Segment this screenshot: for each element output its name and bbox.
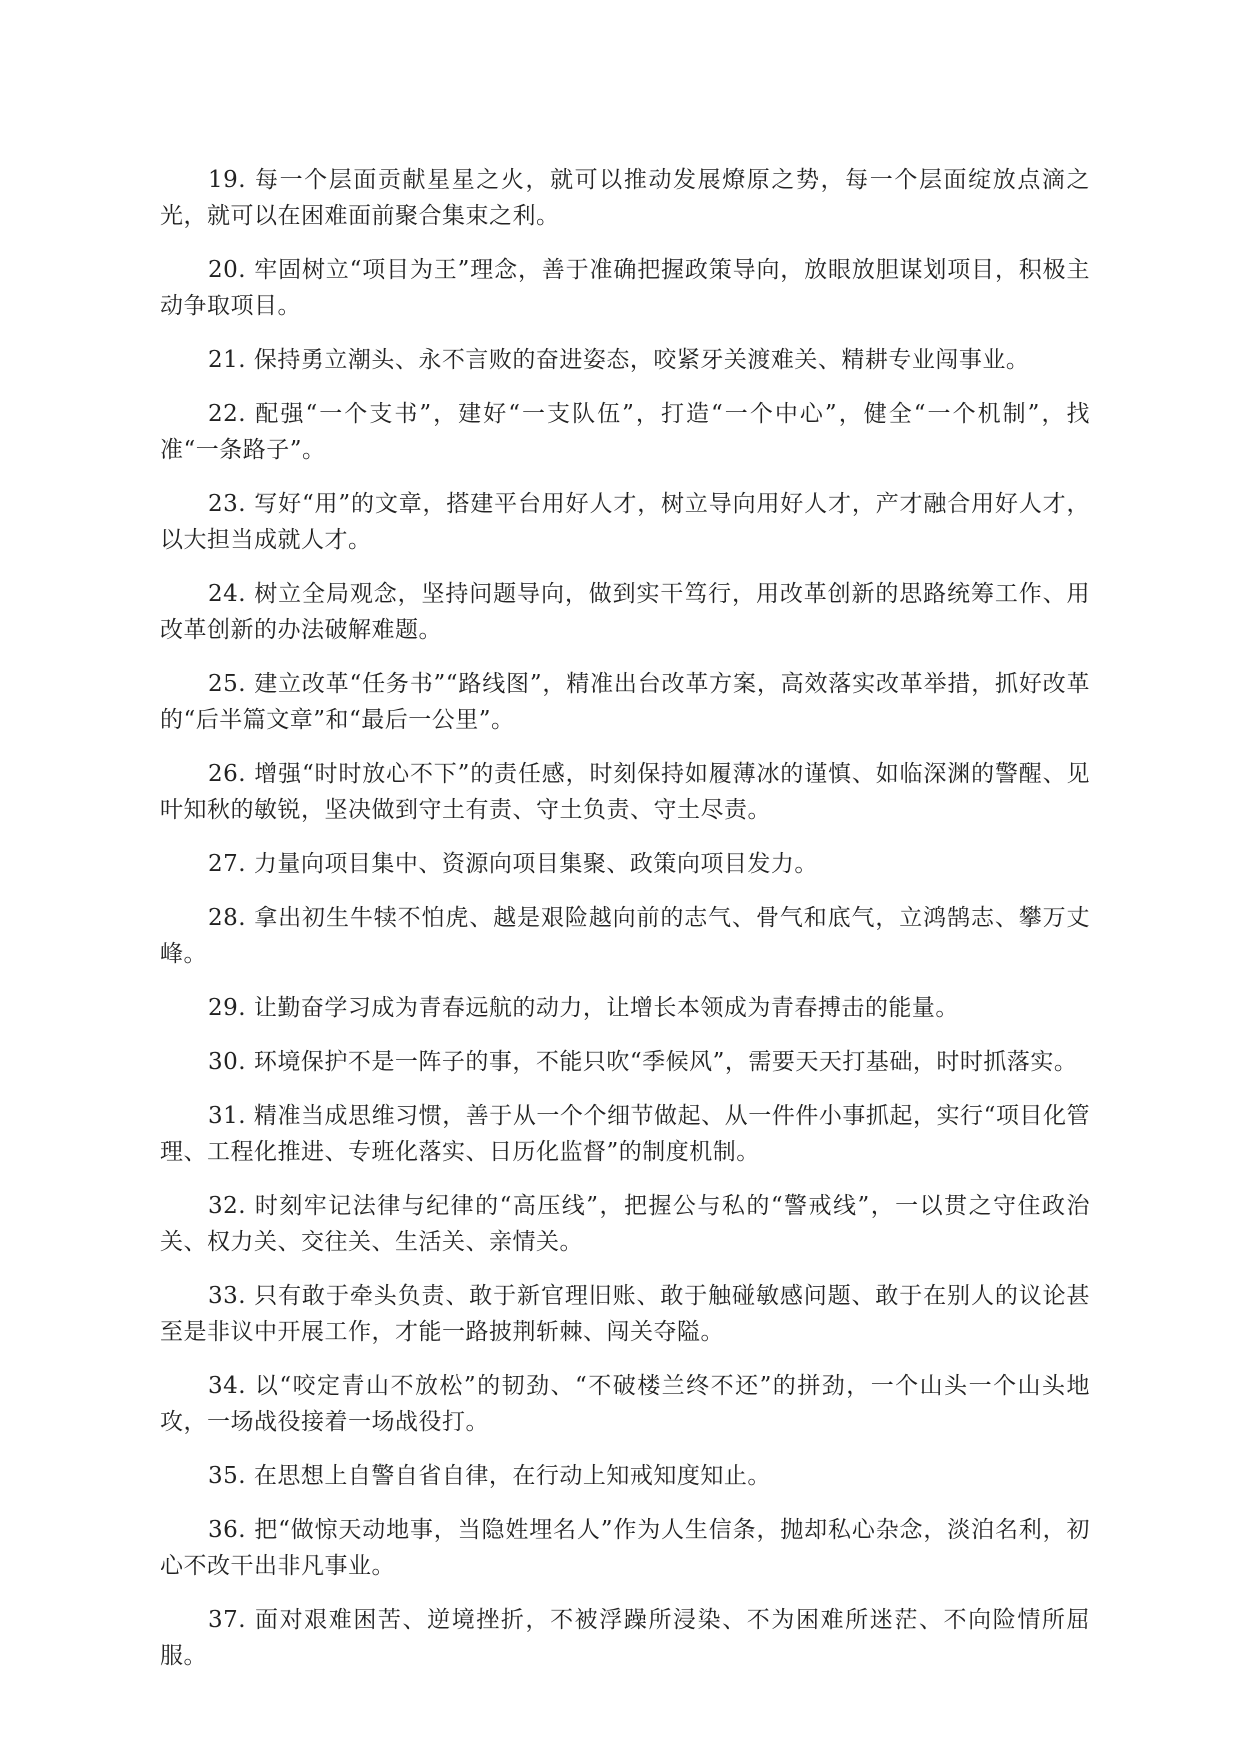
paragraph-21: 21. 保持勇立潮头、永不言败的奋进姿态，咬紧牙关渡难关、精耕专业闯事业。 (208, 347, 1030, 373)
paragraph-35: 35. 在思想上自警自省自律，在行动上知戒知度知止。 (208, 1463, 771, 1489)
paragraph-33: 33. 只有敢于牵头负责、敢于新官理旧账、敢于触碰敏感问题、敢于在别人的议论甚至是非议中开展工作，才能一路披荆斩棘、闯关夺隘。 (160, 1283, 1090, 1345)
paragraph-32: 32. 时刻牢记法律与纪律的“高压线”，把握公与私的“警戒线”，一以贯之守住政治关、权力关、交往关、生活关、亲情关。 (160, 1193, 1090, 1255)
paragraph-26: 26. 增强“时时放心不下”的责任感，时刻保持如履薄冰的谨慎、如临深渊的警醒、见叶知秋的敏锐，坚决做到守土有责、守土负责、守土尽责。 (160, 761, 1090, 823)
paragraph-28: 28. 拿出初生牛犊不怕虎、越是艰险越向前的志气、骨气和底气，立鸿鹄志、攀万丈峰。 (160, 905, 1090, 967)
paragraph-24: 24. 树立全局观念，坚持问题导向，做到实干笃行，用改革创新的思路统筹工作、用改革创新的办法破解难题。 (160, 581, 1090, 643)
paragraph-34: 34. 以“咬定青山不放松”的韧劲、“不破楼兰终不还”的拼劲，一个山头一个山头地攻，一场战役接着一场战役打。 (160, 1373, 1090, 1435)
paragraph-19: 19. 每一个层面贡献星星之火，就可以推动发展燎原之势，每一个层面绽放点滴之光，就可以在困难面前聚合集束之利。 (160, 167, 1090, 229)
paragraph-37: 37. 面对艰难困苦、逆境挫折，不被浮躁所浸染、不为困难所迷茫、不向险情所屈服。 (160, 1607, 1090, 1669)
paragraph-36: 36. 把“做惊天动地事，当隐姓埋名人”作为人生信条，抛却私心杂念，淡泊名利，初心不改干出非凡事业。 (160, 1517, 1090, 1579)
paragraph-31: 31. 精准当成思维习惯，善于从一个个细节做起、从一件件小事抓起，实行“项目化管理、工程化推进、专班化落实、日历化监督”的制度机制。 (160, 1103, 1090, 1165)
paragraph-23: 23. 写好“用”的文章，搭建平台用好人才，树立导向用好人才，产才融合用好人才，以大担当成就人才。 (160, 491, 1090, 553)
paragraph-22: 22. 配强“一个支书”，建好“一支队伍”，打造“一个中心”，健全“一个机制”，找准“一条路子”。 (160, 401, 1090, 463)
paragraph-30: 30. 环境保护不是一阵子的事，不能只吹“季候风”，需要天天打基础，时时抓落实。 (208, 1049, 1078, 1075)
paragraph-29: 29. 让勤奋学习成为青春远航的动力，让增长本领成为青春搏击的能量。 (208, 995, 959, 1021)
paragraph-20: 20. 牢固树立“项目为王”理念，善于准确把握政策导向，放眼放胆谋划项目，积极主动争取项目。 (160, 257, 1090, 319)
paragraph-25: 25. 建立改革“任务书”“路线图”，精准出台改革方案，高效落实改革举措，抓好改革的“后半篇文章”和“最后一公里”。 (160, 671, 1090, 733)
paragraph-27: 27. 力量向项目集中、资源向项目集聚、政策向项目发力。 (208, 851, 818, 877)
